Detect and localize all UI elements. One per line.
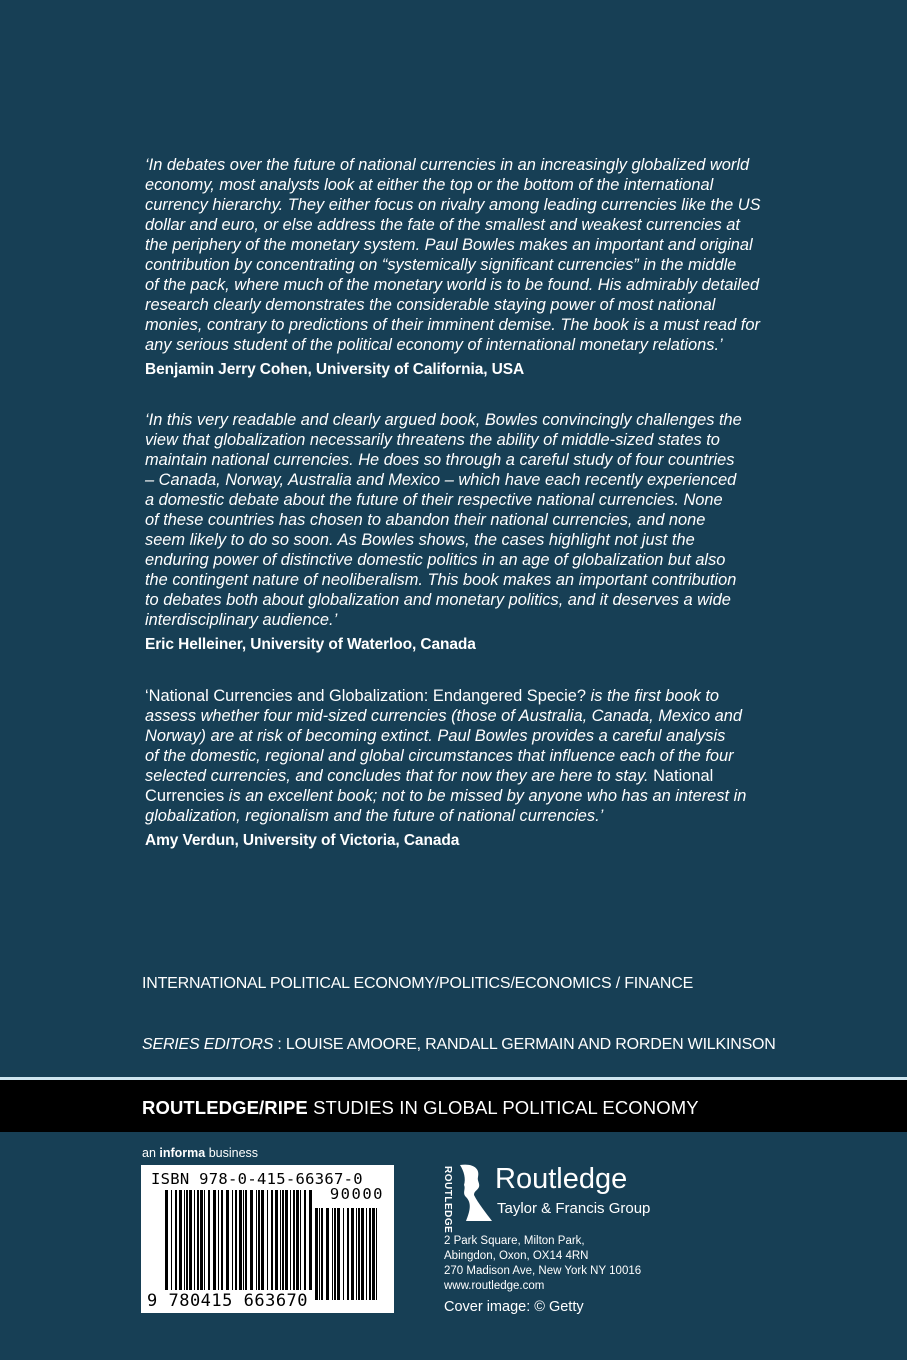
barcode-bar (321, 1208, 323, 1300)
quote-text: view that globalization necessarily threatens the ability of middle-sized states to (145, 431, 720, 449)
quote-line (145, 786, 785, 806)
quote-line (145, 590, 785, 610)
quote-text: ‘In debates over the future of national currencies in an increasingly globalized world (145, 156, 750, 174)
barcode-bar (343, 1208, 344, 1300)
price-addon-text: 90000 (329, 1185, 384, 1203)
barcode-bar (256, 1190, 257, 1290)
isbn-barcode (141, 1165, 394, 1313)
informa-pre: an (142, 1146, 160, 1160)
quote-line (145, 610, 785, 630)
address-line: 270 Madison Ave, New York NY 10016 (444, 1265, 642, 1277)
barcode-bar (226, 1190, 229, 1290)
series-editors (142, 1036, 776, 1054)
barcode-bar (271, 1190, 273, 1290)
barcode-bar (245, 1190, 247, 1290)
quote-text: is the first book to (586, 687, 720, 705)
quote-line (145, 510, 785, 530)
barcode-bar (250, 1190, 253, 1290)
quote-line (145, 275, 785, 295)
series-editors-names: : LOUISE AMOORE, RANDALL GERMAIN AND RORDEN WILKINSON (273, 1036, 776, 1053)
quote-text: assess whether four mid-sized currencies (those of Australia, Canada, Mexico and (145, 707, 743, 725)
quote-attribution: Eric Helleiner, University of Waterloo, Canada (145, 636, 476, 653)
quote-text: the periphery of the monetary system. Paul Bowles makes an important and original (145, 236, 753, 254)
quote-text: contribution by concentrating on “systemically significant currencies” in the middle (145, 256, 737, 274)
barcode-bar (351, 1208, 354, 1300)
quote-line (145, 726, 785, 746)
barcode-bar (197, 1190, 199, 1290)
quote-text: a domestic debate about the future of their respective national currencies. None (145, 491, 723, 509)
quote-text: seem likely to do so soon. As Bowles shows, the cases highlight not just the (145, 531, 695, 549)
series-title-rest: STUDIES IN GLOBAL POLITICAL ECONOMY (307, 1097, 699, 1118)
informa-bold: informa (159, 1146, 206, 1160)
barcode-bar (334, 1208, 336, 1300)
barcode-bar (293, 1190, 295, 1290)
review-quote-verdun (145, 686, 785, 851)
quote-text: maintain national currencies. He does so through a careful study of four countries (145, 451, 735, 469)
ean-digits: 9 780415 663670 (147, 1291, 309, 1311)
publisher-address (444, 1234, 641, 1294)
review-quote-cohen (145, 155, 785, 380)
barcode-bar (337, 1208, 340, 1300)
quote-text: of these countries has chosen to abandon their national currencies, and none (145, 511, 706, 529)
barcode-bar (186, 1190, 188, 1290)
quote-line (145, 706, 785, 726)
quote-line (145, 806, 785, 826)
quote-text: selected currencies, and concludes that for now they are here to stay. (145, 767, 654, 785)
barcode-bar (285, 1190, 288, 1290)
barcode-bar (258, 1190, 260, 1290)
quote-text: of the domestic, regional and global circumstances that influence each of the four (145, 747, 734, 765)
barcode-bar (200, 1190, 203, 1290)
barcode-bar (267, 1190, 268, 1290)
quote-line (145, 215, 785, 235)
quote-attribution: Amy Verdun, University of Victoria, Canada (145, 832, 460, 849)
quote-line (145, 450, 785, 470)
quote-line (145, 295, 785, 315)
website-link[interactable]: www.routledge.com (444, 1280, 545, 1292)
barcode-bar (372, 1208, 375, 1300)
address-line: 2 Park Square, Milton Park, (444, 1235, 585, 1247)
barcode-bar (184, 1190, 185, 1290)
routledge-vertical-text: ROUTLEDGE (442, 1166, 453, 1234)
quote-line (145, 335, 785, 355)
subject-categories: INTERNATIONAL POLITICAL ECONOMY/POLITICS/ECONOMICS / FINANCE (142, 975, 694, 992)
barcode-bar (213, 1190, 216, 1290)
barcode-bar (218, 1190, 219, 1290)
cover-image-credit: Cover image: © Getty (444, 1299, 584, 1315)
barcode-bar (208, 1190, 210, 1290)
quote-text: National (653, 767, 714, 785)
barcode-bar (204, 1190, 205, 1290)
quote-line (145, 255, 785, 275)
barcode-bar (309, 1190, 312, 1290)
quote-text: Norway) are at risk of becoming extinct. Paul Bowles provides a careful analysis (145, 727, 726, 745)
barcode-bar (243, 1190, 244, 1290)
barcode-bar (315, 1208, 318, 1300)
quote-text: of the pack, where much of the monetary world is to be found. His admirably detailed (145, 276, 760, 294)
quote-line (145, 570, 785, 590)
quote-line (145, 746, 785, 766)
routledge-wordmark: Routledge (495, 1163, 628, 1195)
quote-text: ‘In this very readable and clearly argued book, Bowles convincingly challenges the (145, 411, 742, 429)
barcode-bar (175, 1190, 177, 1290)
barcode-bar (282, 1190, 284, 1290)
isbn-text: ISBN 978-0-415-66367-0 (151, 1170, 363, 1188)
informa-tagline (142, 1146, 258, 1160)
quote-line (145, 315, 785, 335)
quote-text: – Canada, Norway, Australia and Mexico – which have each recently experienced (145, 471, 737, 489)
barcode-bar (319, 1208, 320, 1300)
barcode-bar (165, 1190, 168, 1290)
quote-attribution: Benjamin Jerry Cohen, University of California, USA (145, 361, 525, 378)
barcode-bar (356, 1208, 357, 1300)
review-quote-helleiner (145, 410, 785, 655)
barcode-bar (280, 1190, 281, 1290)
quote-text: the contingent nature of neoliberalism. This book makes an important contribution (145, 571, 737, 589)
series-title-bold: ROUTLEDGE/RIPE (142, 1097, 308, 1118)
barcode-bar (235, 1190, 237, 1290)
barcode-bar (232, 1190, 233, 1290)
addon-bars-icon (315, 1208, 385, 1300)
quote-text: currency hierarchy. They either focus on rivalry among leading currencies like the US (145, 196, 761, 214)
quote-text: interdisciplinary audience.’ (145, 611, 338, 629)
quote-line (145, 530, 785, 550)
quote-line (145, 195, 785, 215)
barcode-bar (361, 1208, 364, 1300)
quote-line (145, 175, 785, 195)
quote-line (145, 550, 785, 570)
quote-line (145, 155, 785, 175)
barcode-bar (300, 1190, 301, 1290)
barcode-bar (261, 1190, 264, 1290)
quote-text: enduring power of distinctive domestic politics in an age of globalization but also (145, 551, 726, 569)
barcode-bar (239, 1190, 242, 1290)
quote-text: monies, contrary to predictions of their imminent demise. The book is a must read for (145, 316, 760, 334)
barcode-bar (189, 1190, 192, 1290)
barcode-bar (275, 1190, 278, 1290)
quote-text: is an excellent book; not to be missed by anyone who has an interest in (224, 787, 747, 805)
quote-text: globalization, regionalism and the future of national currencies.’ (145, 807, 604, 825)
quote-line (145, 470, 785, 490)
barcode-bar (358, 1208, 360, 1300)
barcode-bar (369, 1208, 371, 1300)
barcode-bar (221, 1190, 223, 1290)
quote-line (145, 766, 785, 786)
address-line: Abingdon, Oxon, OX14 4RN (444, 1250, 589, 1262)
quote-text: to debates both about globalization and monetary politics, and it deserves a wide (145, 591, 731, 609)
quote-text: Currencies (145, 787, 225, 805)
barcode-bar (194, 1190, 195, 1290)
barcode-bar (304, 1190, 306, 1290)
barcode-bar (290, 1190, 291, 1290)
barcode-bar (179, 1190, 182, 1290)
quote-text: research clearly demonstrates the considerable staying power of most national (145, 296, 716, 314)
barcode-bar (296, 1190, 299, 1290)
barcode-bars-icon (165, 1190, 315, 1290)
quote-text: ‘National Currencies and Globalization: Endangered Specie? (145, 687, 587, 705)
series-editors-label: SERIES EDITORS (142, 1036, 274, 1053)
series-title (142, 1097, 699, 1119)
quote-line (145, 235, 785, 255)
quote-line (145, 430, 785, 450)
barcode-bar (347, 1208, 349, 1300)
barcode-bar (332, 1208, 333, 1300)
barcode-bar (171, 1190, 172, 1290)
quote-text: economy, most analysts look at either the top or the bottom of the international (145, 176, 714, 194)
quote-text: any serious student of the political economy of international monetary relations.’ (145, 336, 723, 354)
quote-line (145, 686, 785, 706)
barcode-bar (376, 1208, 377, 1300)
barcode-bar (366, 1208, 367, 1300)
informa-post: business (205, 1146, 259, 1160)
publisher-group: Taylor & Francis Group (497, 1200, 651, 1217)
quote-text: dollar and euro, or else address the fate of the smallest and weakest currencies at (145, 216, 740, 234)
quote-line (145, 410, 785, 430)
quote-line (145, 490, 785, 510)
barcode-bar (326, 1208, 329, 1300)
